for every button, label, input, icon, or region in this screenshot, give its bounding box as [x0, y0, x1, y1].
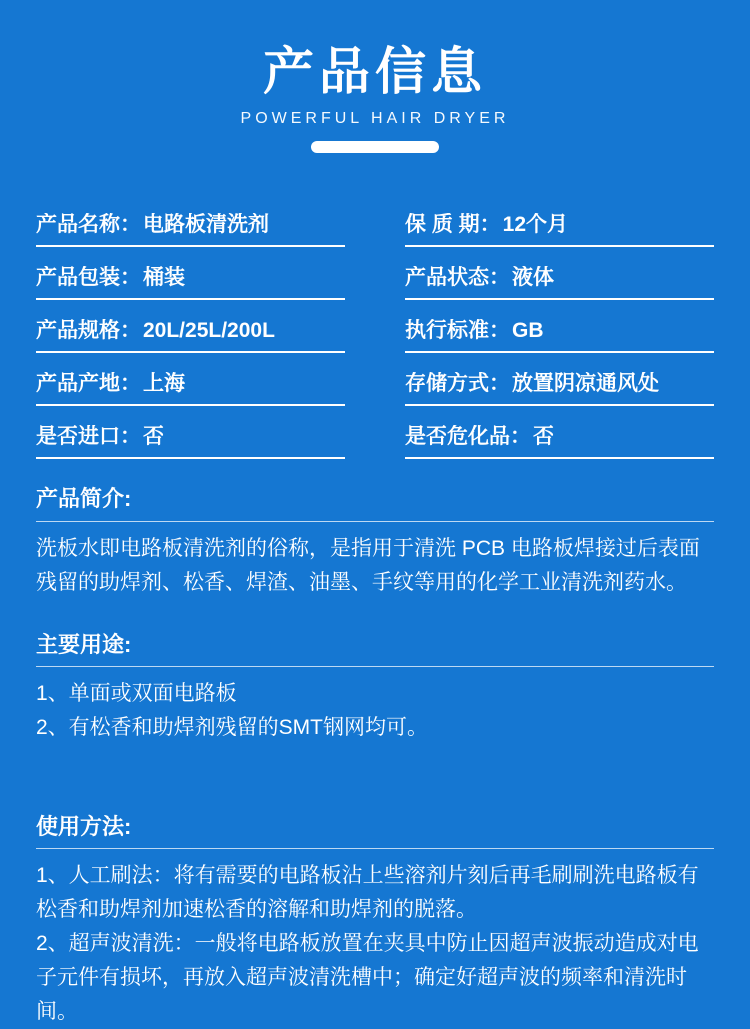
spec-value: 上海 — [143, 372, 185, 396]
spec-value: 20L/25L/200L — [143, 319, 275, 343]
uses-list-item: 2、有松香和助焊剂残留的SMT钢网均可。 — [36, 716, 429, 740]
section-title-intro: 产品简介: — [36, 486, 714, 521]
spec-field-storage — [405, 372, 714, 406]
usage-list — [36, 859, 714, 1029]
product-specs — [36, 213, 714, 478]
spec-label: 是否进口： — [36, 425, 141, 449]
spec-field-imported — [36, 425, 345, 459]
header-subtitle: POWERFUL HAIR DRYER — [240, 110, 510, 127]
uses-list-item: 1、单面或双面电路板 — [36, 682, 237, 706]
section-title-uses: 主要用途: — [36, 632, 714, 667]
spec-field-shelf-life — [405, 213, 714, 247]
spec-field-packaging — [36, 266, 345, 300]
spec-label: 执行标准： — [405, 319, 510, 343]
spec-label: 存储方式： — [405, 372, 510, 396]
spec-value: 否 — [533, 425, 554, 449]
spec-label: 产品状态： — [405, 266, 510, 290]
spec-label: 产品产地： — [36, 372, 141, 396]
header — [0, 0, 750, 153]
spec-field-state — [405, 266, 714, 300]
intro-paragraph: 洗板水即电路板清洗剂的俗称，是指用于清洗 PCB 电路板焊接过后表面残留的助焊剂、松香、焊渣、油墨、手纹等用的化学工业清洗剂药水。 — [36, 536, 700, 594]
spec-label: 产品名称： — [36, 213, 141, 236]
spec-value: GB — [512, 319, 544, 343]
section-usage-method — [36, 814, 714, 1029]
header-divider-pill — [311, 141, 439, 153]
spec-field-specification — [36, 319, 345, 353]
spec-value: 放置阴凉通风处 — [512, 372, 659, 396]
spec-label: 是否危化品： — [405, 425, 531, 449]
spec-value: 电路板清洗剂 — [143, 213, 269, 236]
spec-field-product-name — [36, 213, 345, 247]
section-product-intro — [36, 486, 714, 599]
spec-value: 桶装 — [143, 266, 185, 290]
spec-label: 产品规格： — [36, 319, 141, 343]
spec-label: 保 质 期： — [405, 213, 501, 236]
usage-list-item: 1、人工刷法：将有需要的电路板沾上些溶剂片刻后再毛刷刷洗电路板有松香和助焊剂加速松香的溶解和助焊剂的脱落。 — [36, 864, 699, 922]
uses-list — [36, 677, 714, 745]
section-title-usage: 使用方法: — [36, 814, 714, 849]
spec-field-standard — [405, 319, 714, 353]
spec-field-origin — [36, 372, 345, 406]
section-main-uses — [36, 632, 714, 745]
spec-label: 产品包装： — [36, 266, 141, 290]
spec-value: 12个月 — [502, 213, 569, 236]
page-title: 产品信息 — [262, 43, 487, 100]
spec-value: 液体 — [512, 266, 554, 290]
spec-value: 否 — [143, 425, 164, 449]
spec-field-hazardous — [405, 425, 714, 459]
usage-list-item: 2、超声波清洗：一般将电路板放置在夹具中防止因超声波振动造成对电子元件有损坏，再放入超声波清洗槽中；确定好超声波的频率和清洗时间。 — [36, 932, 699, 1024]
